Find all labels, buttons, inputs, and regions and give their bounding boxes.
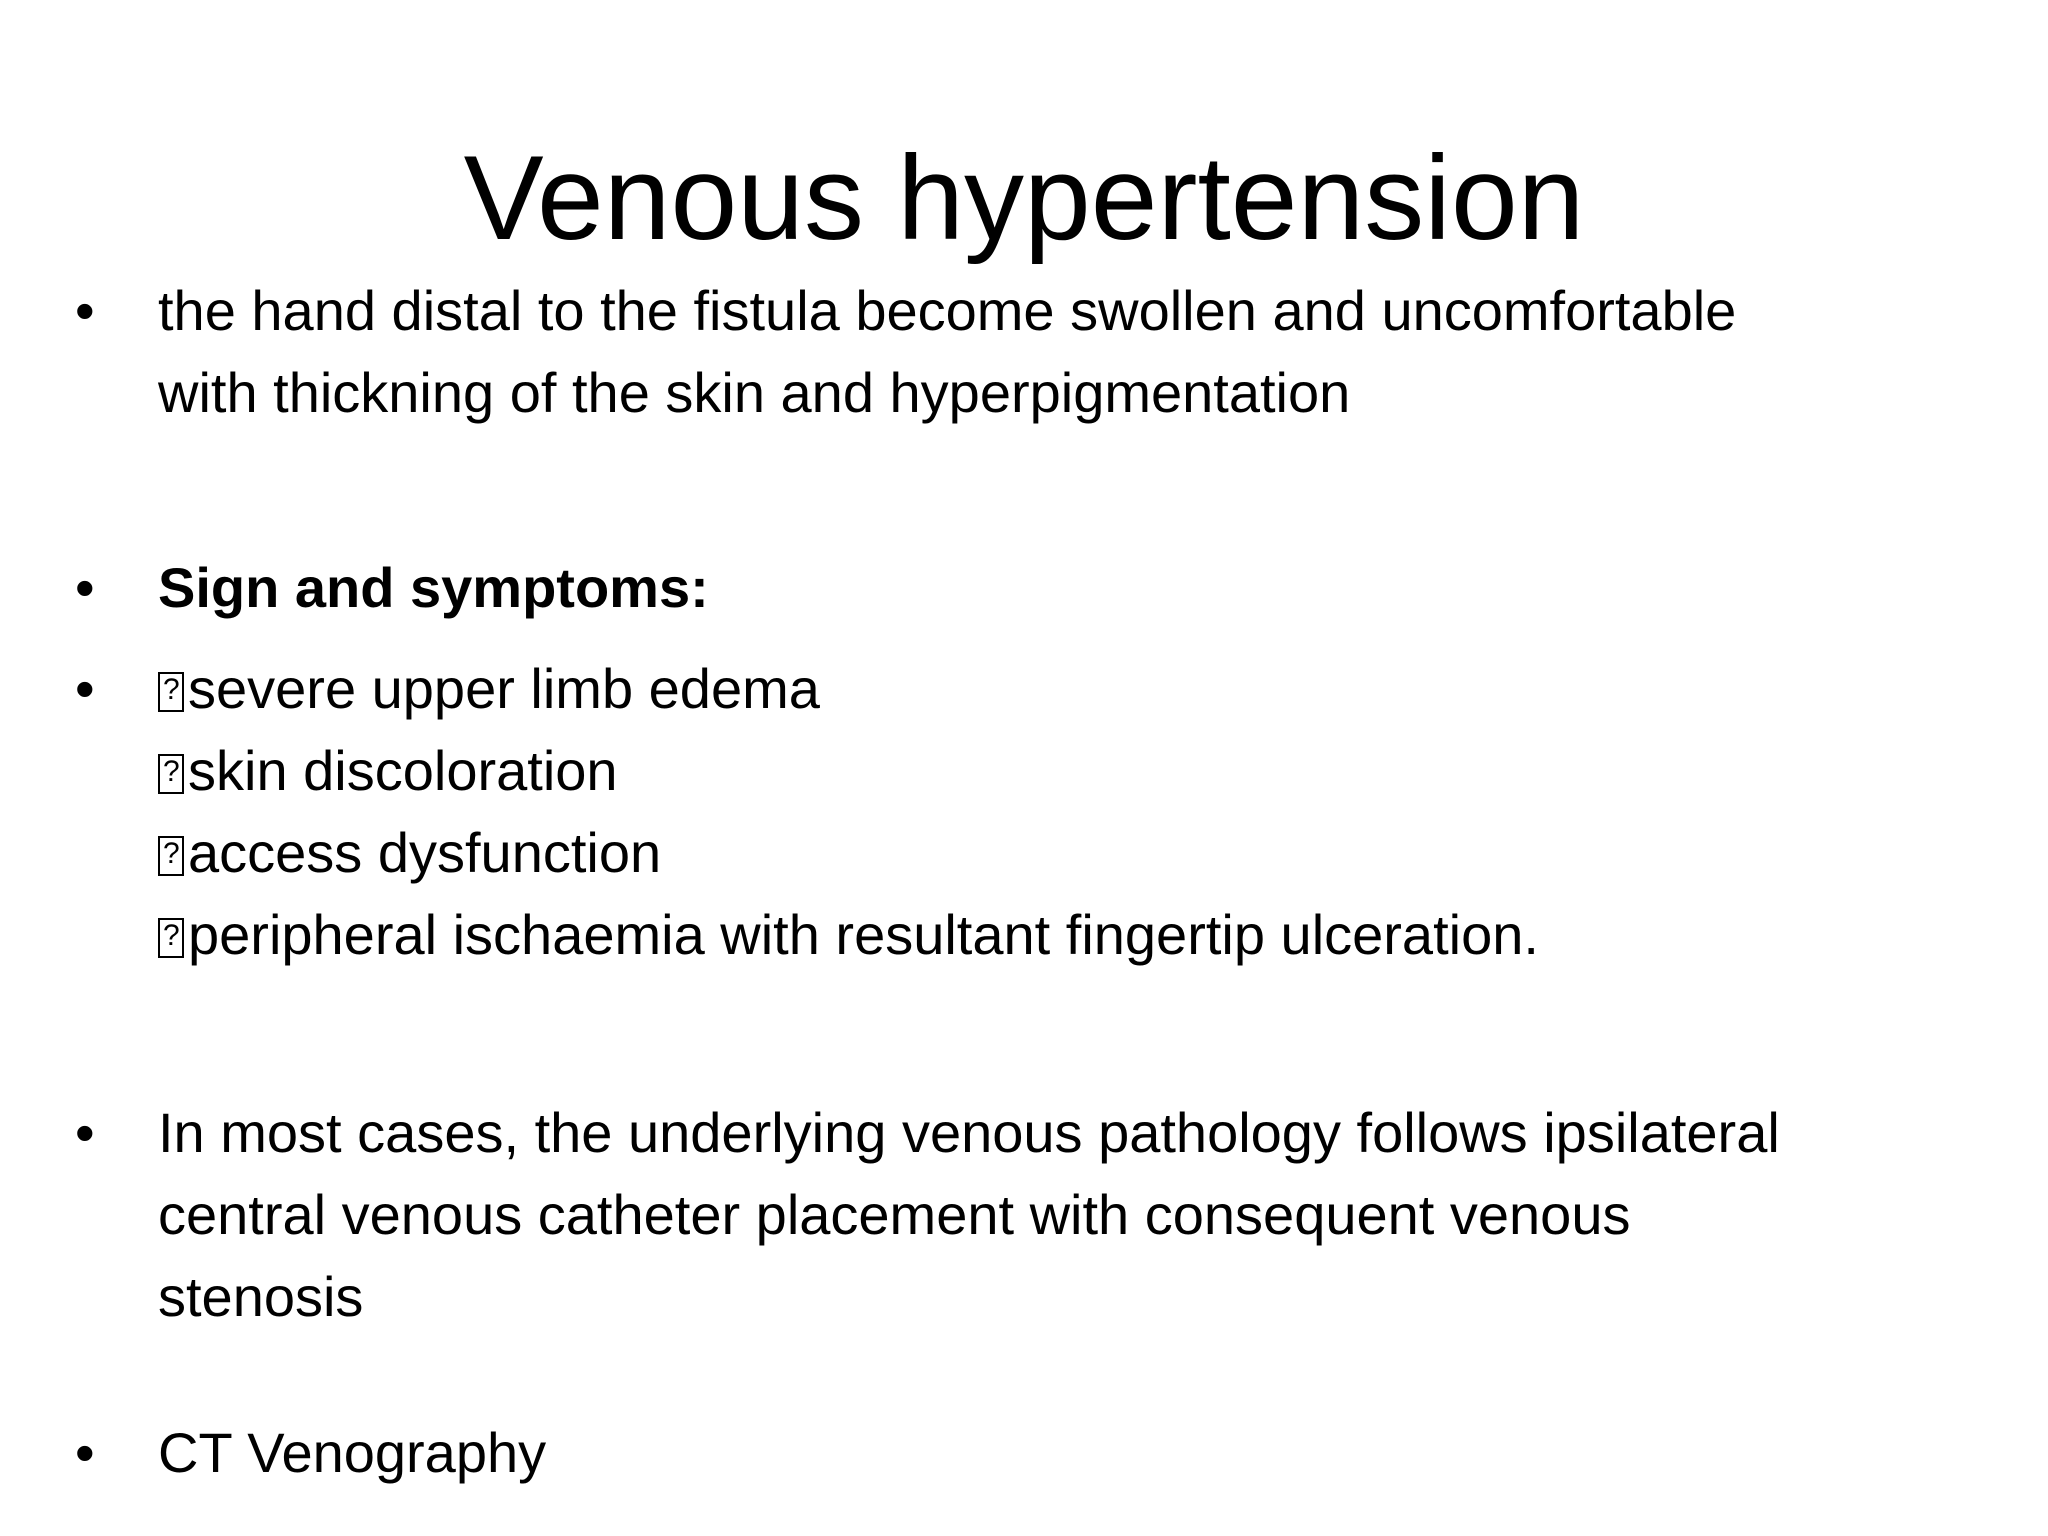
bullet-line: CT Venography [158, 1421, 547, 1484]
symptom-line [158, 894, 1998, 976]
bullet-content [158, 547, 1998, 629]
symptom-text: access dysfunction [188, 821, 662, 884]
bullet-line: with thickning of the skin and hyperpigmentation [158, 361, 1351, 424]
missing-glyph-box-icon [158, 672, 184, 712]
slide-title: Venous hypertension [463, 131, 1585, 265]
bullet-dot: • [75, 556, 95, 619]
symptom-line [158, 812, 1998, 894]
symptom-line [158, 648, 1998, 730]
bullet-content [158, 1092, 1998, 1338]
bullet-content [158, 648, 1998, 976]
bullet-content [158, 1412, 1998, 1494]
symptom-line [158, 730, 1998, 812]
missing-glyph-box-icon [158, 918, 184, 958]
bullet-line: the hand distal to the fistula become swollen and uncomfortable [158, 279, 1737, 342]
symptom-text: skin discoloration [188, 739, 618, 802]
symptom-text: peripheral ischaemia with resultant fingertip ulceration. [188, 903, 1539, 966]
bullet-line-heading: Sign and symptoms: [158, 556, 709, 619]
symptom-text: severe upper limb edema [188, 657, 820, 720]
bullet-line: central venous catheter placement with consequent venous [158, 1183, 1631, 1246]
missing-glyph-box-icon [158, 836, 184, 876]
bullet-line: stenosis [158, 1265, 364, 1328]
bullet-line: In most cases, the underlying venous pathology follows ipsilateral [158, 1101, 1780, 1164]
bullet-dot: • [75, 1101, 95, 1164]
missing-glyph-box-icon [158, 754, 184, 794]
bullet-content [158, 270, 1998, 434]
bullet-dot: • [75, 1421, 95, 1484]
bullet-dot: • [75, 657, 95, 720]
bullet-dot: • [75, 279, 95, 342]
